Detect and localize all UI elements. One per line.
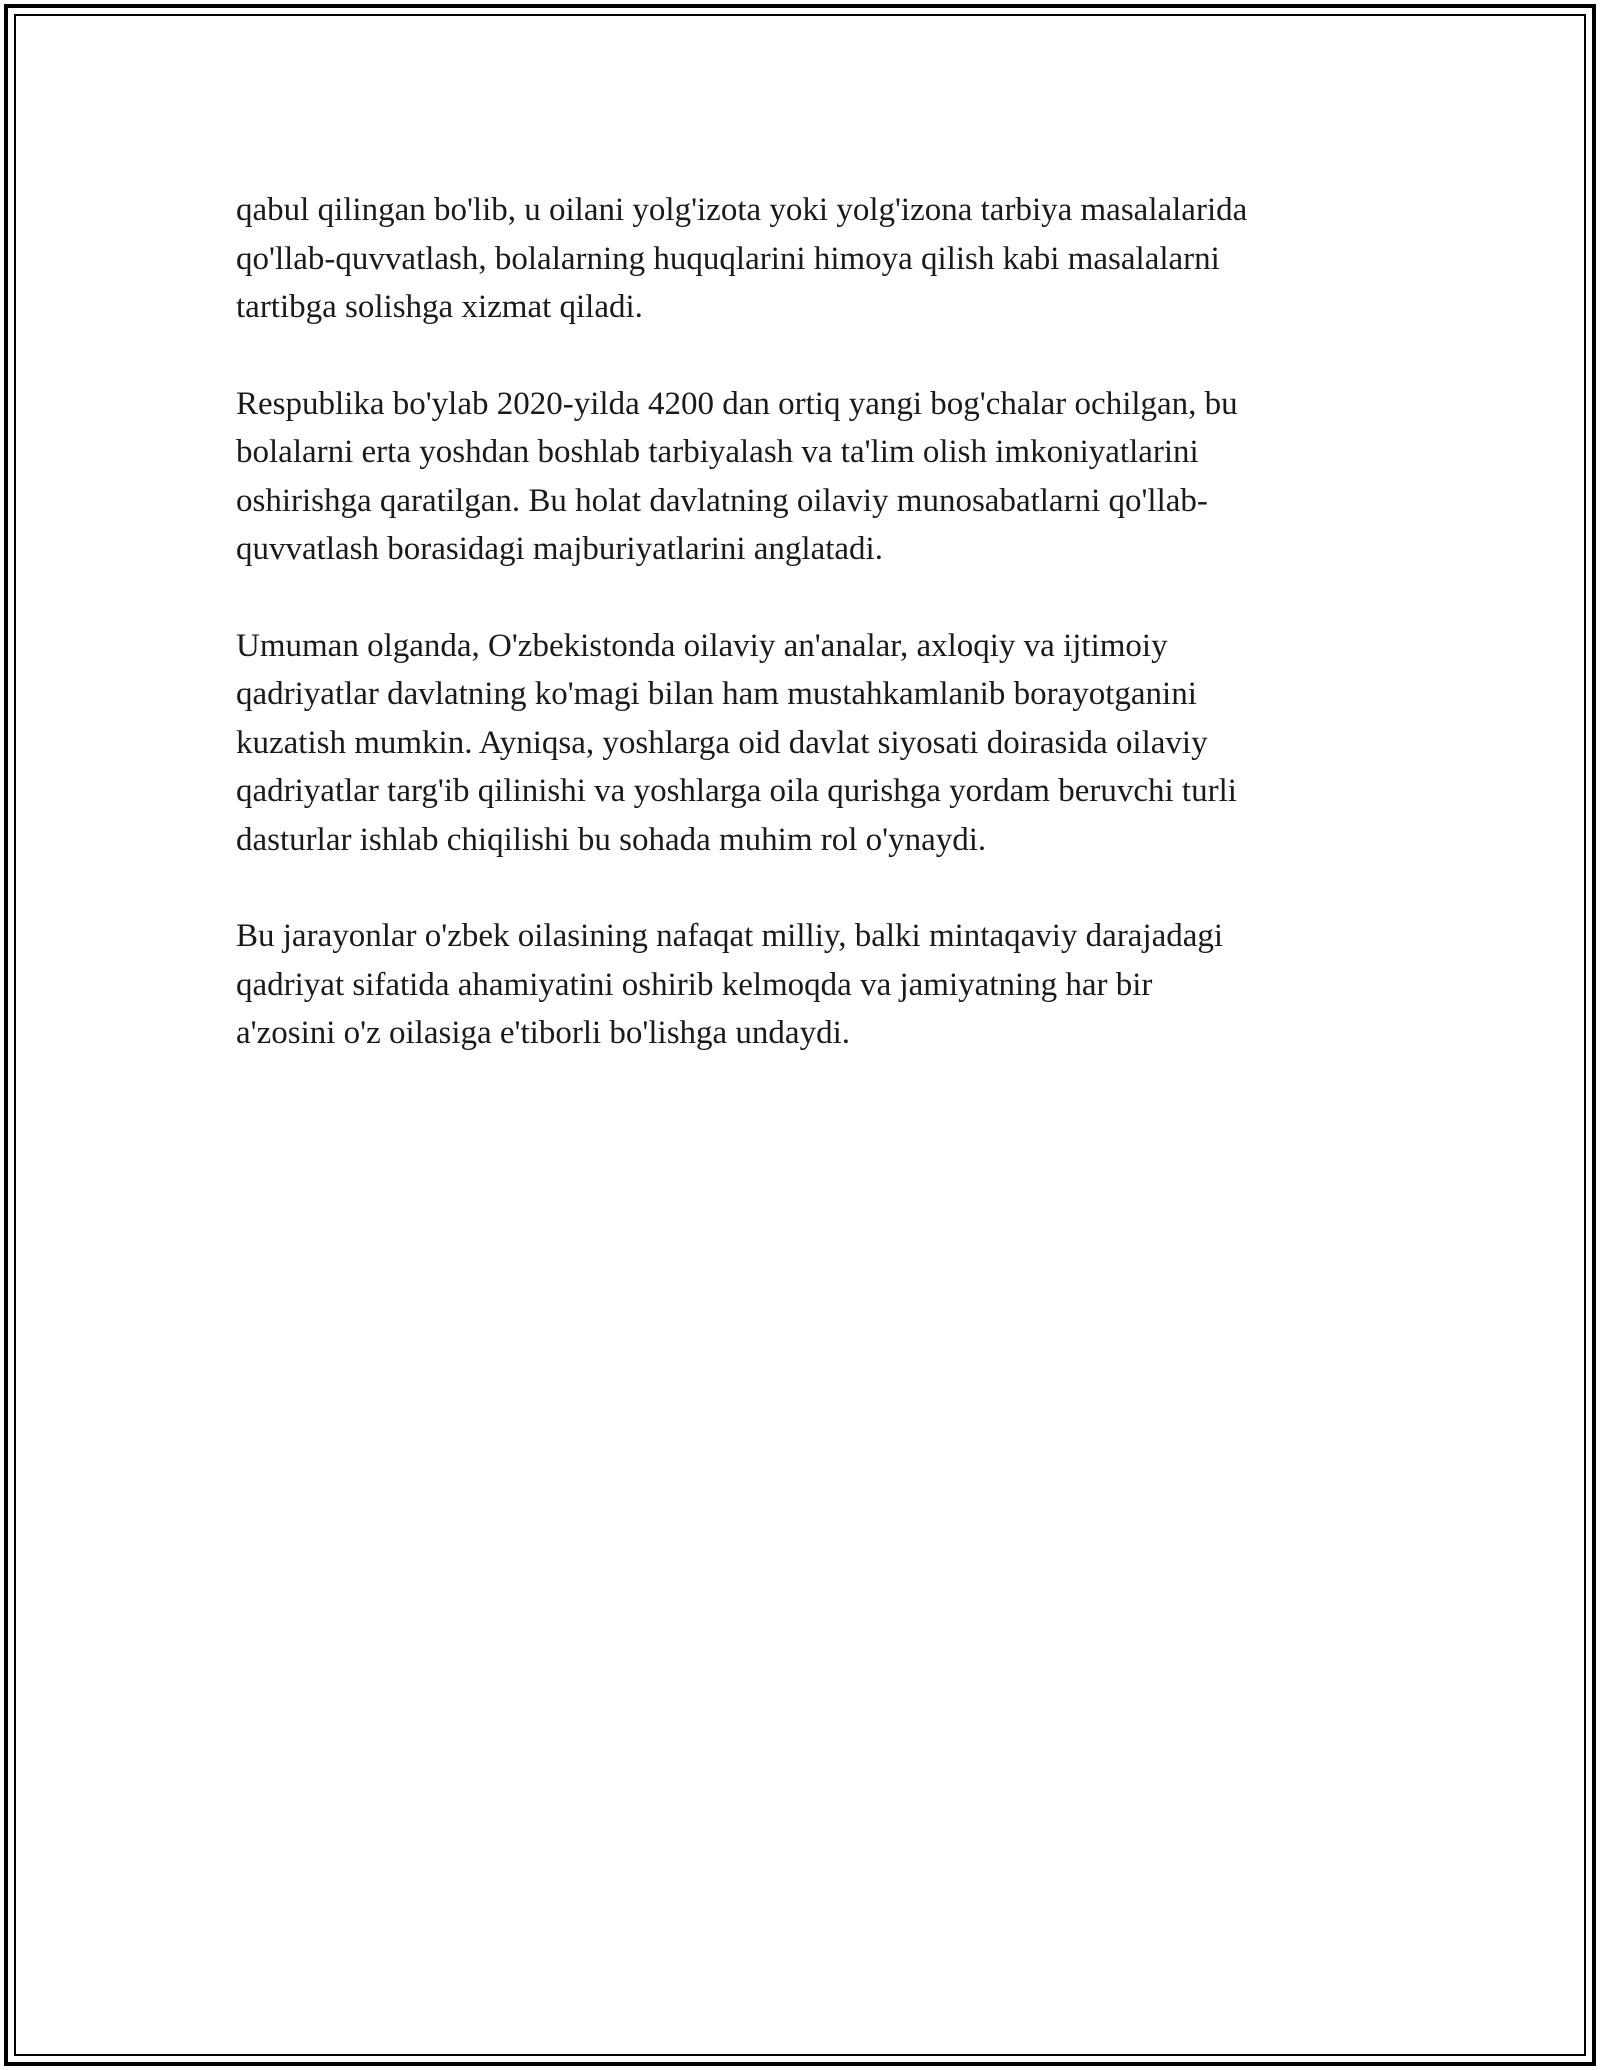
text-line: Bu jarayonlar o'zbek oilasining nafaqat milliy, balki mintaqaviy darajadagi [236,918,1224,954]
paragraph-3 [236,622,1386,865]
text-line: oshirishga qaratilgan. Bu holat davlatning oilaviy munosabatlarni qo'llab- [236,482,1208,519]
text-line: Respublika bo'ylab 2020-yilda 4200 dan ortiq yangi bog'chalar ochilgan, bu [236,385,1238,422]
document-body [236,186,1386,1106]
paragraph-1 [236,186,1386,332]
text-line: qadriyatlar davlatning ko'magi bilan ham mustahkamlanib borayotganini [236,676,1197,712]
text-line: kuzatish mumkin. Ayniqsa, yoshlarga oid davlat siyosati doirasida oilaviy [236,724,1208,761]
text-line: a'zosini o'z oilasiga e'tiborli bo'lishga undaydi. [236,1015,850,1051]
text-line: tartibga solishga xizmat qiladi. [236,289,643,325]
text-line: qadriyatlar targ'ib qilinishi va yoshlarga oila qurishga yordam beruvchi turli [236,773,1237,809]
text-line: qadriyat sifatida ahamiyatini oshirib kelmoqda va jamiyatning har bir [236,966,1153,1003]
text-line: bolalarni erta yoshdan boshlab tarbiyalash va ta'lim olish imkoniyatlarini [236,434,1199,470]
text-line: qabul qilingan bo'lib, u oilani yolg'izota yoki yolg'izona tarbiya masalalarida [236,192,1248,228]
text-line: dasturlar ishlab chiqilishi bu sohada muhim rol o'ynaydi. [236,821,987,858]
text-line: qo'llab-quvvatlash, bolalarning huquqlarini himoya qilish kabi masalalarni [236,240,1220,277]
text-line: Umuman olganda, O'zbekistonda oilaviy an'analar, axloqiy va ijtimoiy [236,627,1168,664]
paragraph-2 [236,380,1386,574]
paragraph-4 [236,912,1386,1058]
text-line: quvvatlash borasidagi majburiyatlarini anglatadi. [236,531,883,567]
